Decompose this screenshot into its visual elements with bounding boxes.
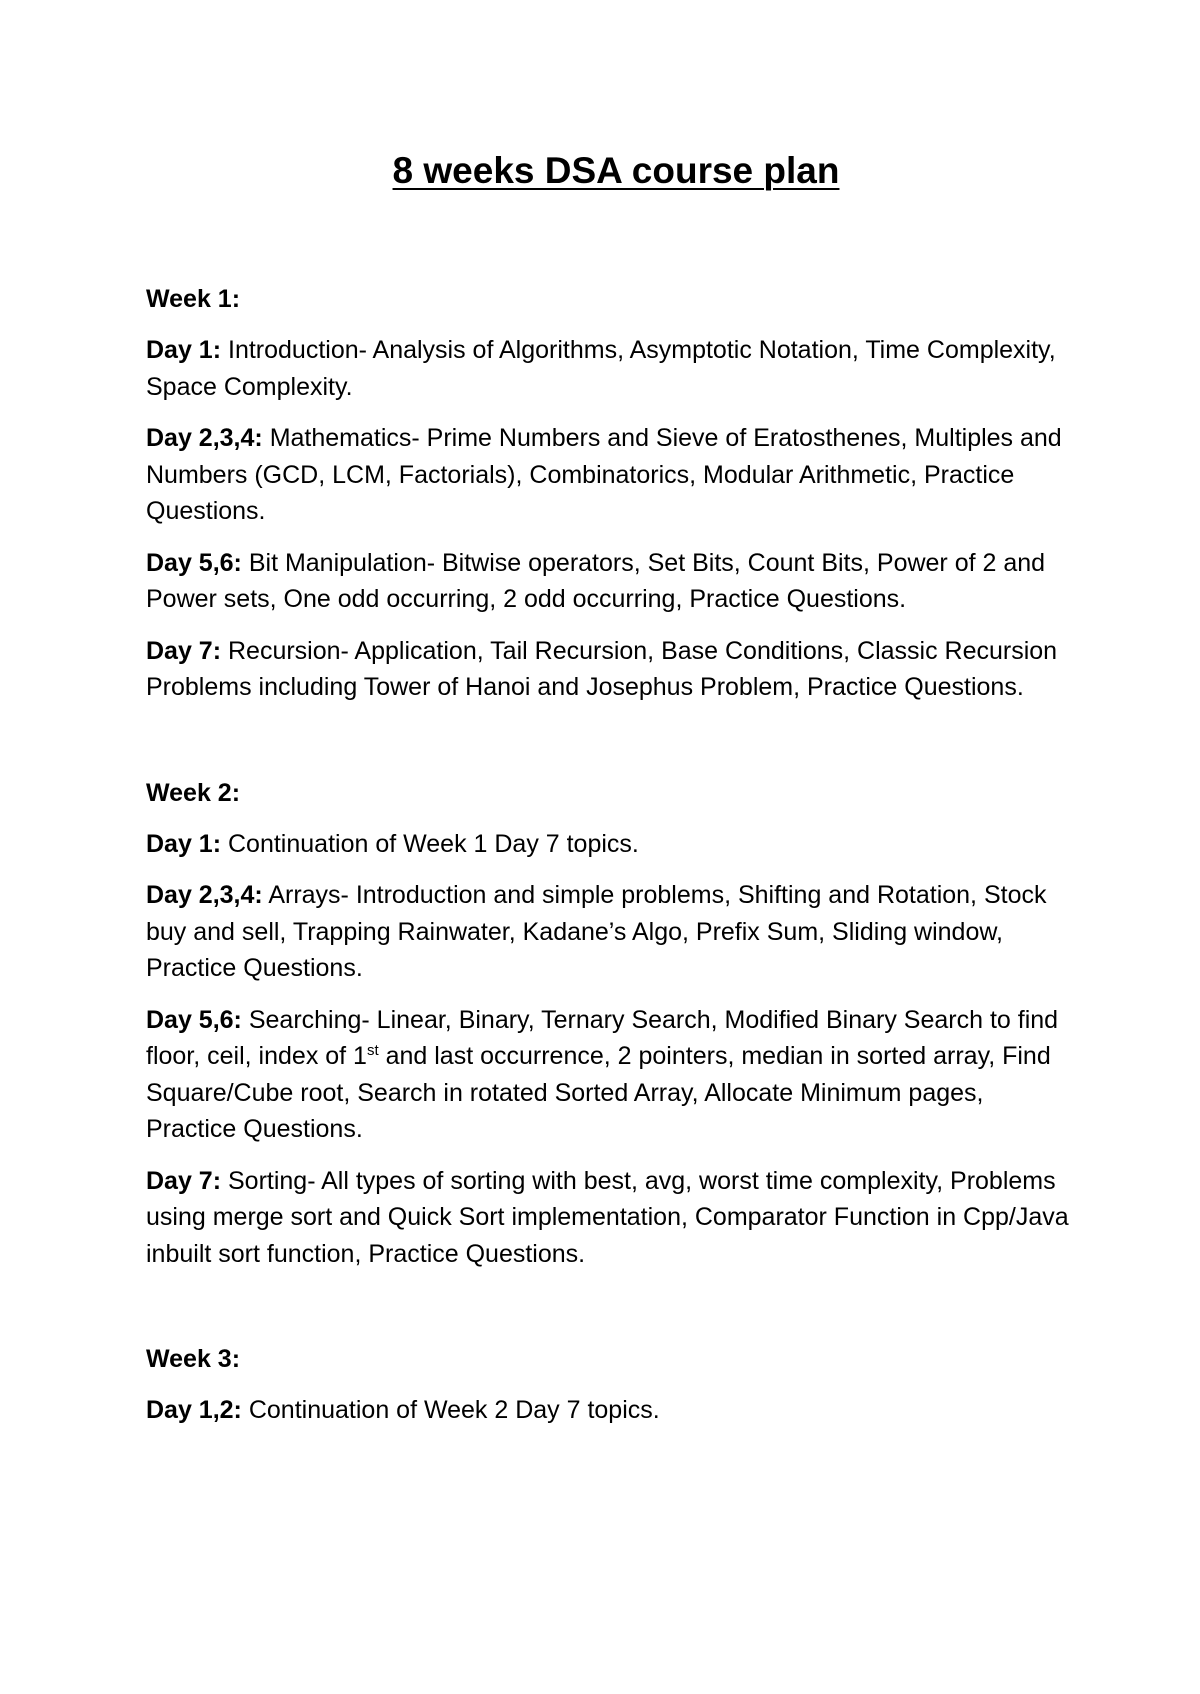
week-2-day-5-6 — [146, 1002, 1072, 1148]
day-description: Introduction- Analysis of Algorithms, Asymptotic Notation, Time Complexity, Space Complexity. — [146, 336, 1056, 401]
day-label: Day 1,2: — [146, 1396, 242, 1424]
ordinal-suffix: st — [366, 1042, 379, 1059]
week-2-heading: Week 2: — [146, 778, 241, 807]
week-1-day-7 — [146, 633, 1072, 706]
day-description: Bit Manipulation- Bitwise operators, Set Bits, Count Bits, Power of 2 and Power sets, One odd occurring, 2 odd occurring, Practice Questions. — [146, 548, 1046, 613]
week-3-day-1-2 — [146, 1392, 1072, 1429]
day-description: Continuation of Week 1 Day 7 topics. — [221, 829, 639, 858]
week-2-section — [146, 776, 1072, 1273]
week-3-section — [146, 1342, 1072, 1429]
week-3-heading: Week 3: — [146, 1345, 241, 1373]
week-1-day-1 — [146, 332, 1072, 405]
day-label: Day 7: — [146, 1166, 222, 1195]
day-description: Continuation of Week 2 Day 7 topics. — [241, 1396, 660, 1424]
week-2-day-2-3-4 — [146, 877, 1072, 987]
day-description-end: and last occurrence, 2 pointers, median in sorted array, Find Square/Cube root, Search in rotated Sorted Array, Allocate Minimum pages, Practice Questions. — [146, 1042, 1051, 1143]
day-label: Day 2,3,4: — [146, 881, 263, 909]
day-description: Arrays- Introduction and simple problems, Shifting and Rotation, Stock buy and sell, Trapping Rainwater, Kadane’s Algo, Prefix Sum, Sliding window, Practice Questions. — [146, 881, 1047, 982]
day-label: Day 5,6: — [146, 548, 242, 577]
day-label: Day 1: — [146, 829, 222, 858]
week-1-day-5-6 — [146, 545, 1072, 618]
week-2-day-1 — [146, 826, 1072, 863]
week-1-section — [146, 282, 1072, 706]
day-label: Day 7: — [146, 636, 222, 665]
week-1-heading: Week 1: — [146, 285, 241, 313]
day-label: Day 2,3,4: — [146, 424, 263, 452]
week-1-day-2-3-4 — [146, 420, 1072, 530]
week-2-day-7 — [146, 1163, 1072, 1273]
day-label: Day 1: — [146, 336, 222, 364]
day-description: Mathematics- Prime Numbers and Sieve of Eratosthenes, Multiples and Numbers (GCD, LCM, Factorials), Combinatorics, Modular Arithmetic, Practice Questions. — [146, 424, 1062, 525]
day-description-start: Searching- Linear, Binary, Ternary Search, Modified Binary Search to find floor, ceil, index of 1 — [146, 1005, 1059, 1070]
document-title: 8 weeks DSA course plan — [392, 150, 840, 191]
day-label: Day 5,6: — [146, 1005, 242, 1034]
day-description: Recursion- Application, Tail Recursion, Base Conditions, Classic Recursion Problems including Tower of Hanoi and Josephus Problem, Practice Questions. — [146, 636, 1058, 701]
day-description: Sorting- All types of sorting with best, avg, worst time complexity, Problems using merge sort and Quick Sort implementation, Comparator Function in Cpp/Java inbuilt sort function, Practice Questions. — [146, 1166, 1069, 1268]
